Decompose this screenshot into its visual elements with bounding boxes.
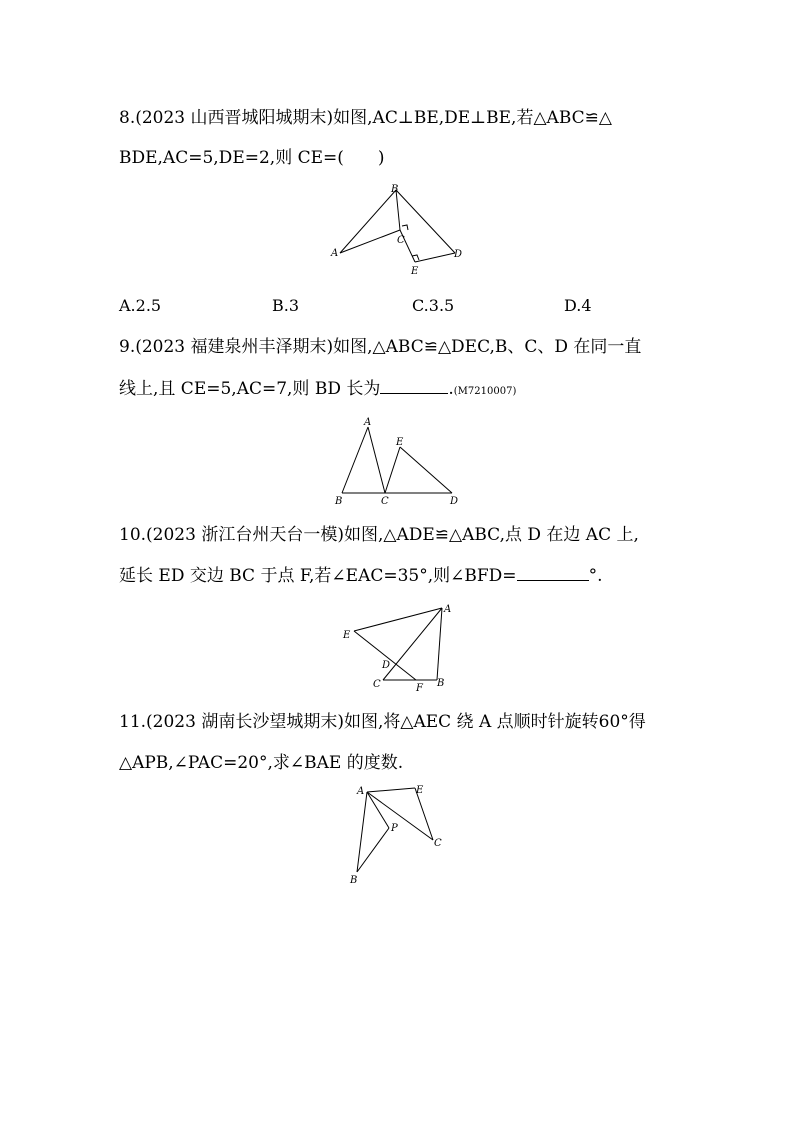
q9-code: (M7210007) [453,386,517,397]
q10-label-E: E [343,630,351,641]
q10-text-line2-end: °. [588,566,603,586]
q11-label-E: E [416,785,424,796]
q11-segment-AP [367,792,389,828]
q8-figure [320,180,470,280]
q9-text-line2-main: 线上,且 CE=5,AC=7,则 BD 长为 [119,379,381,399]
q8-segment-AB [340,190,396,253]
q10-text-line2-main: 延长 ED 交边 BC 于点 F,若∠EAC=35°,则∠BFD= [119,566,517,586]
q8-text-line2: BDE,AC=5,DE=2,则 CE=( ) [119,148,385,168]
q10-figure [340,600,460,695]
q8-label-C: C [397,235,405,246]
q8-text-line1: 8.(2023 山西晋城阳城期末)如图,AC⊥BE,DE⊥BE,若△ABC≌△ [119,108,612,128]
q9-label-A: A [364,417,372,428]
q9-answer-blank[interactable] [380,379,448,394]
q11-label-A: A [357,786,365,797]
q8-option-b: B.3 [272,296,300,315]
q11-segment-AC [367,792,433,840]
q8-label-E: E [411,266,419,277]
q10-label-B: B [437,678,445,689]
q8-right-angle-mark-C [402,225,408,230]
q10-segment-AB [437,608,442,680]
q8-segment-BD [396,190,455,253]
q9-label-C: C [381,496,389,507]
q11-segment-AE [367,788,415,792]
q10-segment-EF [354,631,416,680]
q10-text-line2 [119,565,602,587]
q11-figure [345,782,455,892]
q9-label-B: B [335,496,343,507]
q9-text-line2-end: . [448,379,454,399]
q10-label-F: F [416,683,423,694]
q11-text-line2: △APB,∠PAC=20°,求∠BAE 的度数. [119,753,404,773]
q8-label-B: B [391,184,399,195]
q11-text-line1: 11.(2023 湖南长沙望城期末)如图,将△AEC 绕 A 点顺时针旋转60°得 [119,712,646,732]
q11-label-B: B [350,875,358,886]
q9-figure [330,415,470,515]
q11-label-C: C [434,838,442,849]
q10-label-A: A [444,604,452,615]
q8-segment-DE [415,253,455,262]
q9-segment-AC [368,427,385,493]
q8-label-D: D [454,249,463,260]
q10-label-C: C [373,679,381,690]
q9-text-line2 [119,378,516,403]
q10-text-line1: 10.(2023 浙江台州天台一模)如图,△ADE≌△ABC,点 D 在边 AC 上, [119,525,639,545]
q10-segment-AC [383,608,442,680]
q9-segment-ED [400,447,452,493]
q9-segment-CE [385,447,400,493]
q10-answer-blank[interactable] [517,566,589,581]
q8-segment-AC [340,230,400,253]
q10-label-D: D [382,660,391,671]
q8-label-A: A [331,248,339,259]
q9-label-D: D [450,496,459,507]
q9-label-E: E [396,437,404,448]
q10-segment-AE [354,608,442,631]
q8-option-c: C.3.5 [412,296,455,315]
q8-segment-BC [396,190,400,230]
q8-option-d: D.4 [564,296,592,315]
q8-option-a: A.2.5 [119,296,162,315]
q11-label-P: P [391,823,398,834]
q9-text-line1: 9.(2023 福建泉州丰泽期末)如图,△ABC≌△DEC,B、C、D 在同一直 [119,337,642,357]
q9-segment-AB [342,427,368,493]
